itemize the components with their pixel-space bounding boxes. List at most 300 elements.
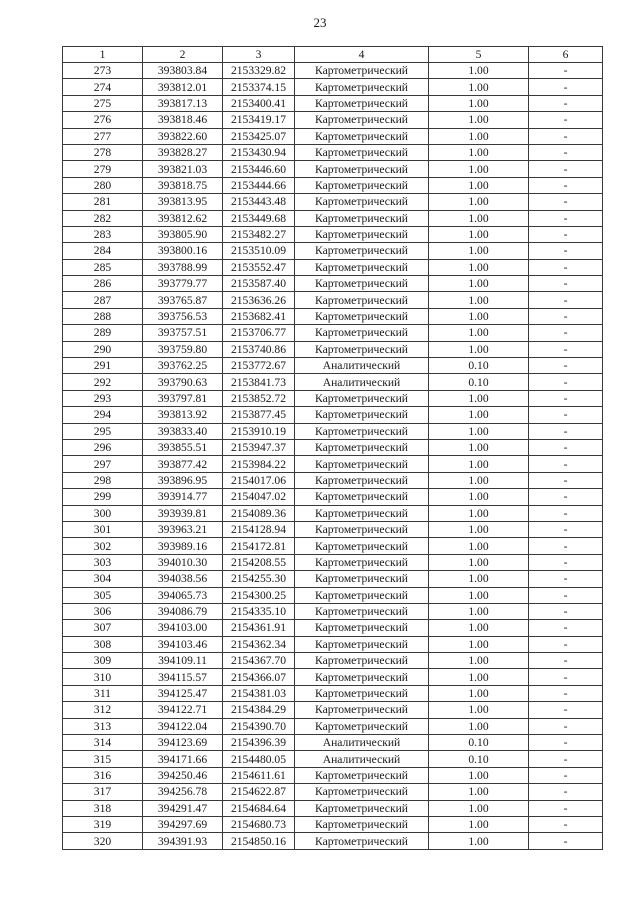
page-number: 23	[313, 15, 327, 30]
accuracy-cell: 1.00	[429, 554, 529, 570]
x-coordinate-cell: 393757.51	[143, 325, 223, 341]
method-cell: Картометрический	[295, 407, 429, 423]
x-coordinate-cell: 394065.73	[143, 587, 223, 603]
description-cell: -	[529, 735, 603, 751]
x-coordinate-cell: 394250.46	[143, 767, 223, 783]
y-coordinate-cell: 2153852.72	[223, 390, 295, 406]
accuracy-cell: 1.00	[429, 259, 529, 275]
x-coordinate-cell: 394103.46	[143, 636, 223, 652]
method-cell: Картометрический	[295, 112, 429, 128]
table-row	[63, 554, 603, 570]
description-cell: -	[529, 112, 603, 128]
y-coordinate-cell: 2153329.82	[223, 63, 295, 79]
x-coordinate-cell: 393812.62	[143, 210, 223, 226]
point-number-cell: 289	[63, 325, 143, 341]
y-coordinate-cell: 2153419.17	[223, 112, 295, 128]
accuracy-cell: 1.00	[429, 767, 529, 783]
point-number-cell: 287	[63, 292, 143, 308]
description-cell: -	[529, 325, 603, 341]
table-row	[63, 259, 603, 275]
method-cell: Картометрический	[295, 538, 429, 554]
point-number-cell: 319	[63, 816, 143, 832]
table-row	[63, 702, 603, 718]
table-row	[63, 538, 603, 554]
description-cell: -	[529, 816, 603, 832]
x-coordinate-cell: 394391.93	[143, 833, 223, 849]
method-cell: Картометрический	[295, 653, 429, 669]
y-coordinate-cell: 2153552.47	[223, 259, 295, 275]
description-cell: -	[529, 653, 603, 669]
point-number-cell: 301	[63, 521, 143, 537]
method-cell: Картометрический	[295, 816, 429, 832]
x-coordinate-cell: 394109.11	[143, 653, 223, 669]
table-row	[63, 161, 603, 177]
table-row	[63, 653, 603, 669]
description-cell: -	[529, 390, 603, 406]
x-coordinate-cell: 393790.63	[143, 374, 223, 390]
table-row	[63, 767, 603, 783]
x-coordinate-cell: 393855.51	[143, 439, 223, 455]
y-coordinate-cell: 2153877.45	[223, 407, 295, 423]
y-coordinate-cell: 2153374.15	[223, 79, 295, 95]
method-cell: Картометрический	[295, 341, 429, 357]
method-cell: Картометрический	[295, 95, 429, 111]
table-row	[63, 718, 603, 734]
x-coordinate-cell: 394291.47	[143, 800, 223, 816]
y-coordinate-cell: 2153449.68	[223, 210, 295, 226]
table-row	[63, 735, 603, 751]
table-row	[63, 587, 603, 603]
table-row	[63, 489, 603, 505]
x-coordinate-cell: 394122.71	[143, 702, 223, 718]
point-number-cell: 297	[63, 456, 143, 472]
y-coordinate-cell: 2154362.34	[223, 636, 295, 652]
y-coordinate-cell: 2154367.70	[223, 653, 295, 669]
point-number-cell: 274	[63, 79, 143, 95]
header-row	[63, 47, 603, 63]
table-header	[63, 47, 603, 63]
description-cell: -	[529, 341, 603, 357]
y-coordinate-cell: 2154208.55	[223, 554, 295, 570]
accuracy-cell: 1.00	[429, 505, 529, 521]
description-cell: -	[529, 259, 603, 275]
y-coordinate-cell: 2154384.29	[223, 702, 295, 718]
x-coordinate-cell: 393877.42	[143, 456, 223, 472]
point-number-cell: 314	[63, 735, 143, 751]
x-coordinate-cell: 393756.53	[143, 308, 223, 324]
accuracy-cell: 0.10	[429, 735, 529, 751]
accuracy-cell: 1.00	[429, 128, 529, 144]
method-cell: Картометрический	[295, 800, 429, 816]
accuracy-cell: 1.00	[429, 144, 529, 160]
y-coordinate-cell: 2154089.36	[223, 505, 295, 521]
table-row	[63, 571, 603, 587]
accuracy-cell: 1.00	[429, 718, 529, 734]
accuracy-cell: 1.00	[429, 472, 529, 488]
description-cell: -	[529, 79, 603, 95]
method-cell: Картометрический	[295, 439, 429, 455]
point-number-cell: 284	[63, 243, 143, 259]
method-cell: Картометрический	[295, 226, 429, 242]
x-coordinate-cell: 393813.95	[143, 194, 223, 210]
description-cell: -	[529, 685, 603, 701]
accuracy-cell: 1.00	[429, 112, 529, 128]
y-coordinate-cell: 2154366.07	[223, 669, 295, 685]
y-coordinate-cell: 2154047.02	[223, 489, 295, 505]
description-cell: -	[529, 243, 603, 259]
method-cell: Картометрический	[295, 390, 429, 406]
method-cell: Картометрический	[295, 144, 429, 160]
method-cell: Картометрический	[295, 128, 429, 144]
x-coordinate-cell: 393788.99	[143, 259, 223, 275]
method-cell: Картометрический	[295, 554, 429, 570]
accuracy-cell: 0.10	[429, 358, 529, 374]
table-body	[63, 63, 603, 850]
x-coordinate-cell: 393833.40	[143, 423, 223, 439]
method-cell: Картометрический	[295, 177, 429, 193]
table-row	[63, 800, 603, 816]
table-row	[63, 620, 603, 636]
table-row	[63, 407, 603, 423]
y-coordinate-cell: 2153425.07	[223, 128, 295, 144]
accuracy-cell: 1.00	[429, 325, 529, 341]
x-coordinate-cell: 393822.60	[143, 128, 223, 144]
description-cell: -	[529, 128, 603, 144]
x-coordinate-cell: 393818.46	[143, 112, 223, 128]
method-cell: Картометрический	[295, 325, 429, 341]
table-row	[63, 456, 603, 472]
y-coordinate-cell: 2153482.27	[223, 226, 295, 242]
method-cell: Аналитический	[295, 374, 429, 390]
y-coordinate-cell: 2153706.77	[223, 325, 295, 341]
method-cell: Картометрический	[295, 79, 429, 95]
x-coordinate-cell: 394125.47	[143, 685, 223, 701]
accuracy-cell: 1.00	[429, 341, 529, 357]
x-coordinate-cell: 393800.16	[143, 243, 223, 259]
table-row	[63, 243, 603, 259]
accuracy-cell: 1.00	[429, 292, 529, 308]
table-row	[63, 751, 603, 767]
description-cell: -	[529, 554, 603, 570]
x-coordinate-cell: 393805.90	[143, 226, 223, 242]
accuracy-cell: 1.00	[429, 521, 529, 537]
x-coordinate-cell: 393914.77	[143, 489, 223, 505]
accuracy-cell: 1.00	[429, 571, 529, 587]
method-cell: Картометрический	[295, 767, 429, 783]
point-number-cell: 298	[63, 472, 143, 488]
point-number-cell: 312	[63, 702, 143, 718]
table-row	[63, 79, 603, 95]
point-number-cell: 283	[63, 226, 143, 242]
method-cell: Картометрический	[295, 636, 429, 652]
description-cell: -	[529, 587, 603, 603]
point-number-cell: 295	[63, 423, 143, 439]
point-number-cell: 280	[63, 177, 143, 193]
point-number-cell: 293	[63, 390, 143, 406]
point-number-cell: 300	[63, 505, 143, 521]
table-row	[63, 374, 603, 390]
accuracy-cell: 1.00	[429, 308, 529, 324]
description-cell: -	[529, 636, 603, 652]
x-coordinate-cell: 393797.81	[143, 390, 223, 406]
x-coordinate-cell: 393817.13	[143, 95, 223, 111]
method-cell: Картометрический	[295, 292, 429, 308]
accuracy-cell: 1.00	[429, 194, 529, 210]
accuracy-cell: 1.00	[429, 603, 529, 619]
y-coordinate-cell: 2154680.73	[223, 816, 295, 832]
accuracy-cell: 0.10	[429, 374, 529, 390]
point-number-cell: 296	[63, 439, 143, 455]
table-row	[63, 439, 603, 455]
table-row	[63, 177, 603, 193]
method-cell: Картометрический	[295, 603, 429, 619]
description-cell: -	[529, 669, 603, 685]
y-coordinate-cell: 2153772.67	[223, 358, 295, 374]
y-coordinate-cell: 2154611.61	[223, 767, 295, 783]
accuracy-cell: 1.00	[429, 407, 529, 423]
y-coordinate-cell: 2153984.22	[223, 456, 295, 472]
y-coordinate-cell: 2154684.64	[223, 800, 295, 816]
method-cell: Картометрический	[295, 259, 429, 275]
header-cell-accuracy: 5	[429, 47, 529, 63]
table-row	[63, 816, 603, 832]
y-coordinate-cell: 2153636.26	[223, 292, 295, 308]
x-coordinate-cell: 394115.57	[143, 669, 223, 685]
table-row	[63, 390, 603, 406]
description-cell: -	[529, 177, 603, 193]
accuracy-cell: 1.00	[429, 538, 529, 554]
description-cell: -	[529, 276, 603, 292]
accuracy-cell: 1.00	[429, 800, 529, 816]
method-cell: Картометрический	[295, 456, 429, 472]
table-row	[63, 636, 603, 652]
method-cell: Картометрический	[295, 685, 429, 701]
table-row	[63, 63, 603, 79]
x-coordinate-cell: 394122.04	[143, 718, 223, 734]
y-coordinate-cell: 2153400.41	[223, 95, 295, 111]
accuracy-cell: 1.00	[429, 79, 529, 95]
x-coordinate-cell: 394010.30	[143, 554, 223, 570]
point-number-cell: 318	[63, 800, 143, 816]
accuracy-cell: 1.00	[429, 489, 529, 505]
method-cell: Аналитический	[295, 735, 429, 751]
x-coordinate-cell: 393821.03	[143, 161, 223, 177]
x-coordinate-cell: 394123.69	[143, 735, 223, 751]
description-cell: -	[529, 144, 603, 160]
accuracy-cell: 1.00	[429, 210, 529, 226]
header-cell-y: 3	[223, 47, 295, 63]
x-coordinate-cell: 393813.92	[143, 407, 223, 423]
table-row	[63, 472, 603, 488]
table-row	[63, 603, 603, 619]
description-cell: -	[529, 95, 603, 111]
method-cell: Аналитический	[295, 751, 429, 767]
method-cell: Картометрический	[295, 472, 429, 488]
description-cell: -	[529, 718, 603, 734]
y-coordinate-cell: 2153444.66	[223, 177, 295, 193]
method-cell: Аналитический	[295, 358, 429, 374]
y-coordinate-cell: 2154255.30	[223, 571, 295, 587]
y-coordinate-cell: 2154128.94	[223, 521, 295, 537]
y-coordinate-cell: 2154480.05	[223, 751, 295, 767]
table-row	[63, 308, 603, 324]
point-number-cell: 282	[63, 210, 143, 226]
accuracy-cell: 1.00	[429, 702, 529, 718]
table-row	[63, 325, 603, 341]
description-cell: -	[529, 800, 603, 816]
method-cell: Картометрический	[295, 210, 429, 226]
y-coordinate-cell: 2154017.06	[223, 472, 295, 488]
accuracy-cell: 1.00	[429, 784, 529, 800]
accuracy-cell: 1.00	[429, 390, 529, 406]
method-cell: Картометрический	[295, 571, 429, 587]
method-cell: Картометрический	[295, 702, 429, 718]
accuracy-cell: 1.00	[429, 439, 529, 455]
x-coordinate-cell: 393803.84	[143, 63, 223, 79]
method-cell: Картометрический	[295, 243, 429, 259]
description-cell: -	[529, 308, 603, 324]
description-cell: -	[529, 292, 603, 308]
table-row	[63, 95, 603, 111]
y-coordinate-cell: 2153587.40	[223, 276, 295, 292]
x-coordinate-cell: 393765.87	[143, 292, 223, 308]
point-number-cell: 302	[63, 538, 143, 554]
description-cell: -	[529, 439, 603, 455]
table-row	[63, 505, 603, 521]
table-row	[63, 226, 603, 242]
description-cell: -	[529, 456, 603, 472]
description-cell: -	[529, 161, 603, 177]
x-coordinate-cell: 394297.69	[143, 816, 223, 832]
method-cell: Картометрический	[295, 423, 429, 439]
y-coordinate-cell: 2154361.91	[223, 620, 295, 636]
point-number-cell: 308	[63, 636, 143, 652]
description-cell: -	[529, 489, 603, 505]
method-cell: Картометрический	[295, 161, 429, 177]
point-number-cell: 313	[63, 718, 143, 734]
y-coordinate-cell: 2153947.37	[223, 439, 295, 455]
x-coordinate-cell: 393963.21	[143, 521, 223, 537]
table-row	[63, 210, 603, 226]
accuracy-cell: 1.00	[429, 636, 529, 652]
description-cell: -	[529, 833, 603, 849]
x-coordinate-cell: 393812.01	[143, 79, 223, 95]
point-number-cell: 305	[63, 587, 143, 603]
accuracy-cell: 1.00	[429, 587, 529, 603]
table-row	[63, 128, 603, 144]
method-cell: Картометрический	[295, 587, 429, 603]
coordinates-table	[62, 46, 603, 850]
table-row	[63, 521, 603, 537]
method-cell: Картометрический	[295, 833, 429, 849]
point-number-cell: 304	[63, 571, 143, 587]
table-row	[63, 292, 603, 308]
accuracy-cell: 1.00	[429, 423, 529, 439]
accuracy-cell: 1.00	[429, 456, 529, 472]
header-cell-method: 4	[295, 47, 429, 63]
y-coordinate-cell: 2154381.03	[223, 685, 295, 701]
method-cell: Картометрический	[295, 194, 429, 210]
accuracy-cell: 1.00	[429, 816, 529, 832]
x-coordinate-cell: 394171.66	[143, 751, 223, 767]
description-cell: -	[529, 521, 603, 537]
x-coordinate-cell: 394256.78	[143, 784, 223, 800]
header-cell-x: 2	[143, 47, 223, 63]
description-cell: -	[529, 358, 603, 374]
y-coordinate-cell: 2154396.39	[223, 735, 295, 751]
x-coordinate-cell: 393896.95	[143, 472, 223, 488]
accuracy-cell: 1.00	[429, 653, 529, 669]
accuracy-cell: 1.00	[429, 685, 529, 701]
point-number-cell: 275	[63, 95, 143, 111]
table-row	[63, 669, 603, 685]
header-cell-point-number: 1	[63, 47, 143, 63]
table-row	[63, 144, 603, 160]
point-number-cell: 273	[63, 63, 143, 79]
accuracy-cell: 1.00	[429, 95, 529, 111]
x-coordinate-cell: 393779.77	[143, 276, 223, 292]
point-number-cell: 286	[63, 276, 143, 292]
x-coordinate-cell: 394086.79	[143, 603, 223, 619]
method-cell: Картометрический	[295, 489, 429, 505]
point-number-cell: 288	[63, 308, 143, 324]
description-cell: -	[529, 472, 603, 488]
point-number-cell: 310	[63, 669, 143, 685]
description-cell: -	[529, 751, 603, 767]
x-coordinate-cell: 394038.56	[143, 571, 223, 587]
point-number-cell: 294	[63, 407, 143, 423]
description-cell: -	[529, 620, 603, 636]
accuracy-cell: 1.00	[429, 276, 529, 292]
point-number-cell: 316	[63, 767, 143, 783]
y-coordinate-cell: 2153910.19	[223, 423, 295, 439]
x-coordinate-cell: 393759.80	[143, 341, 223, 357]
point-number-cell: 315	[63, 751, 143, 767]
accuracy-cell: 1.00	[429, 226, 529, 242]
table-row	[63, 194, 603, 210]
description-cell: -	[529, 407, 603, 423]
table-row	[63, 112, 603, 128]
method-cell: Картометрический	[295, 718, 429, 734]
description-cell: -	[529, 538, 603, 554]
point-number-cell: 285	[63, 259, 143, 275]
point-number-cell: 278	[63, 144, 143, 160]
point-number-cell: 320	[63, 833, 143, 849]
point-number-cell: 281	[63, 194, 143, 210]
point-number-cell: 291	[63, 358, 143, 374]
point-number-cell: 311	[63, 685, 143, 701]
table-row	[63, 276, 603, 292]
description-cell: -	[529, 423, 603, 439]
point-number-cell: 307	[63, 620, 143, 636]
point-number-cell: 277	[63, 128, 143, 144]
y-coordinate-cell: 2153446.60	[223, 161, 295, 177]
point-number-cell: 303	[63, 554, 143, 570]
y-coordinate-cell: 2153430.94	[223, 144, 295, 160]
x-coordinate-cell: 393762.25	[143, 358, 223, 374]
accuracy-cell: 1.00	[429, 63, 529, 79]
x-coordinate-cell: 394103.00	[143, 620, 223, 636]
point-number-cell: 309	[63, 653, 143, 669]
table-row	[63, 423, 603, 439]
description-cell: -	[529, 194, 603, 210]
y-coordinate-cell: 2153443.48	[223, 194, 295, 210]
table-row	[63, 341, 603, 357]
accuracy-cell: 1.00	[429, 177, 529, 193]
point-number-cell: 279	[63, 161, 143, 177]
point-number-cell: 290	[63, 341, 143, 357]
point-number-cell: 306	[63, 603, 143, 619]
